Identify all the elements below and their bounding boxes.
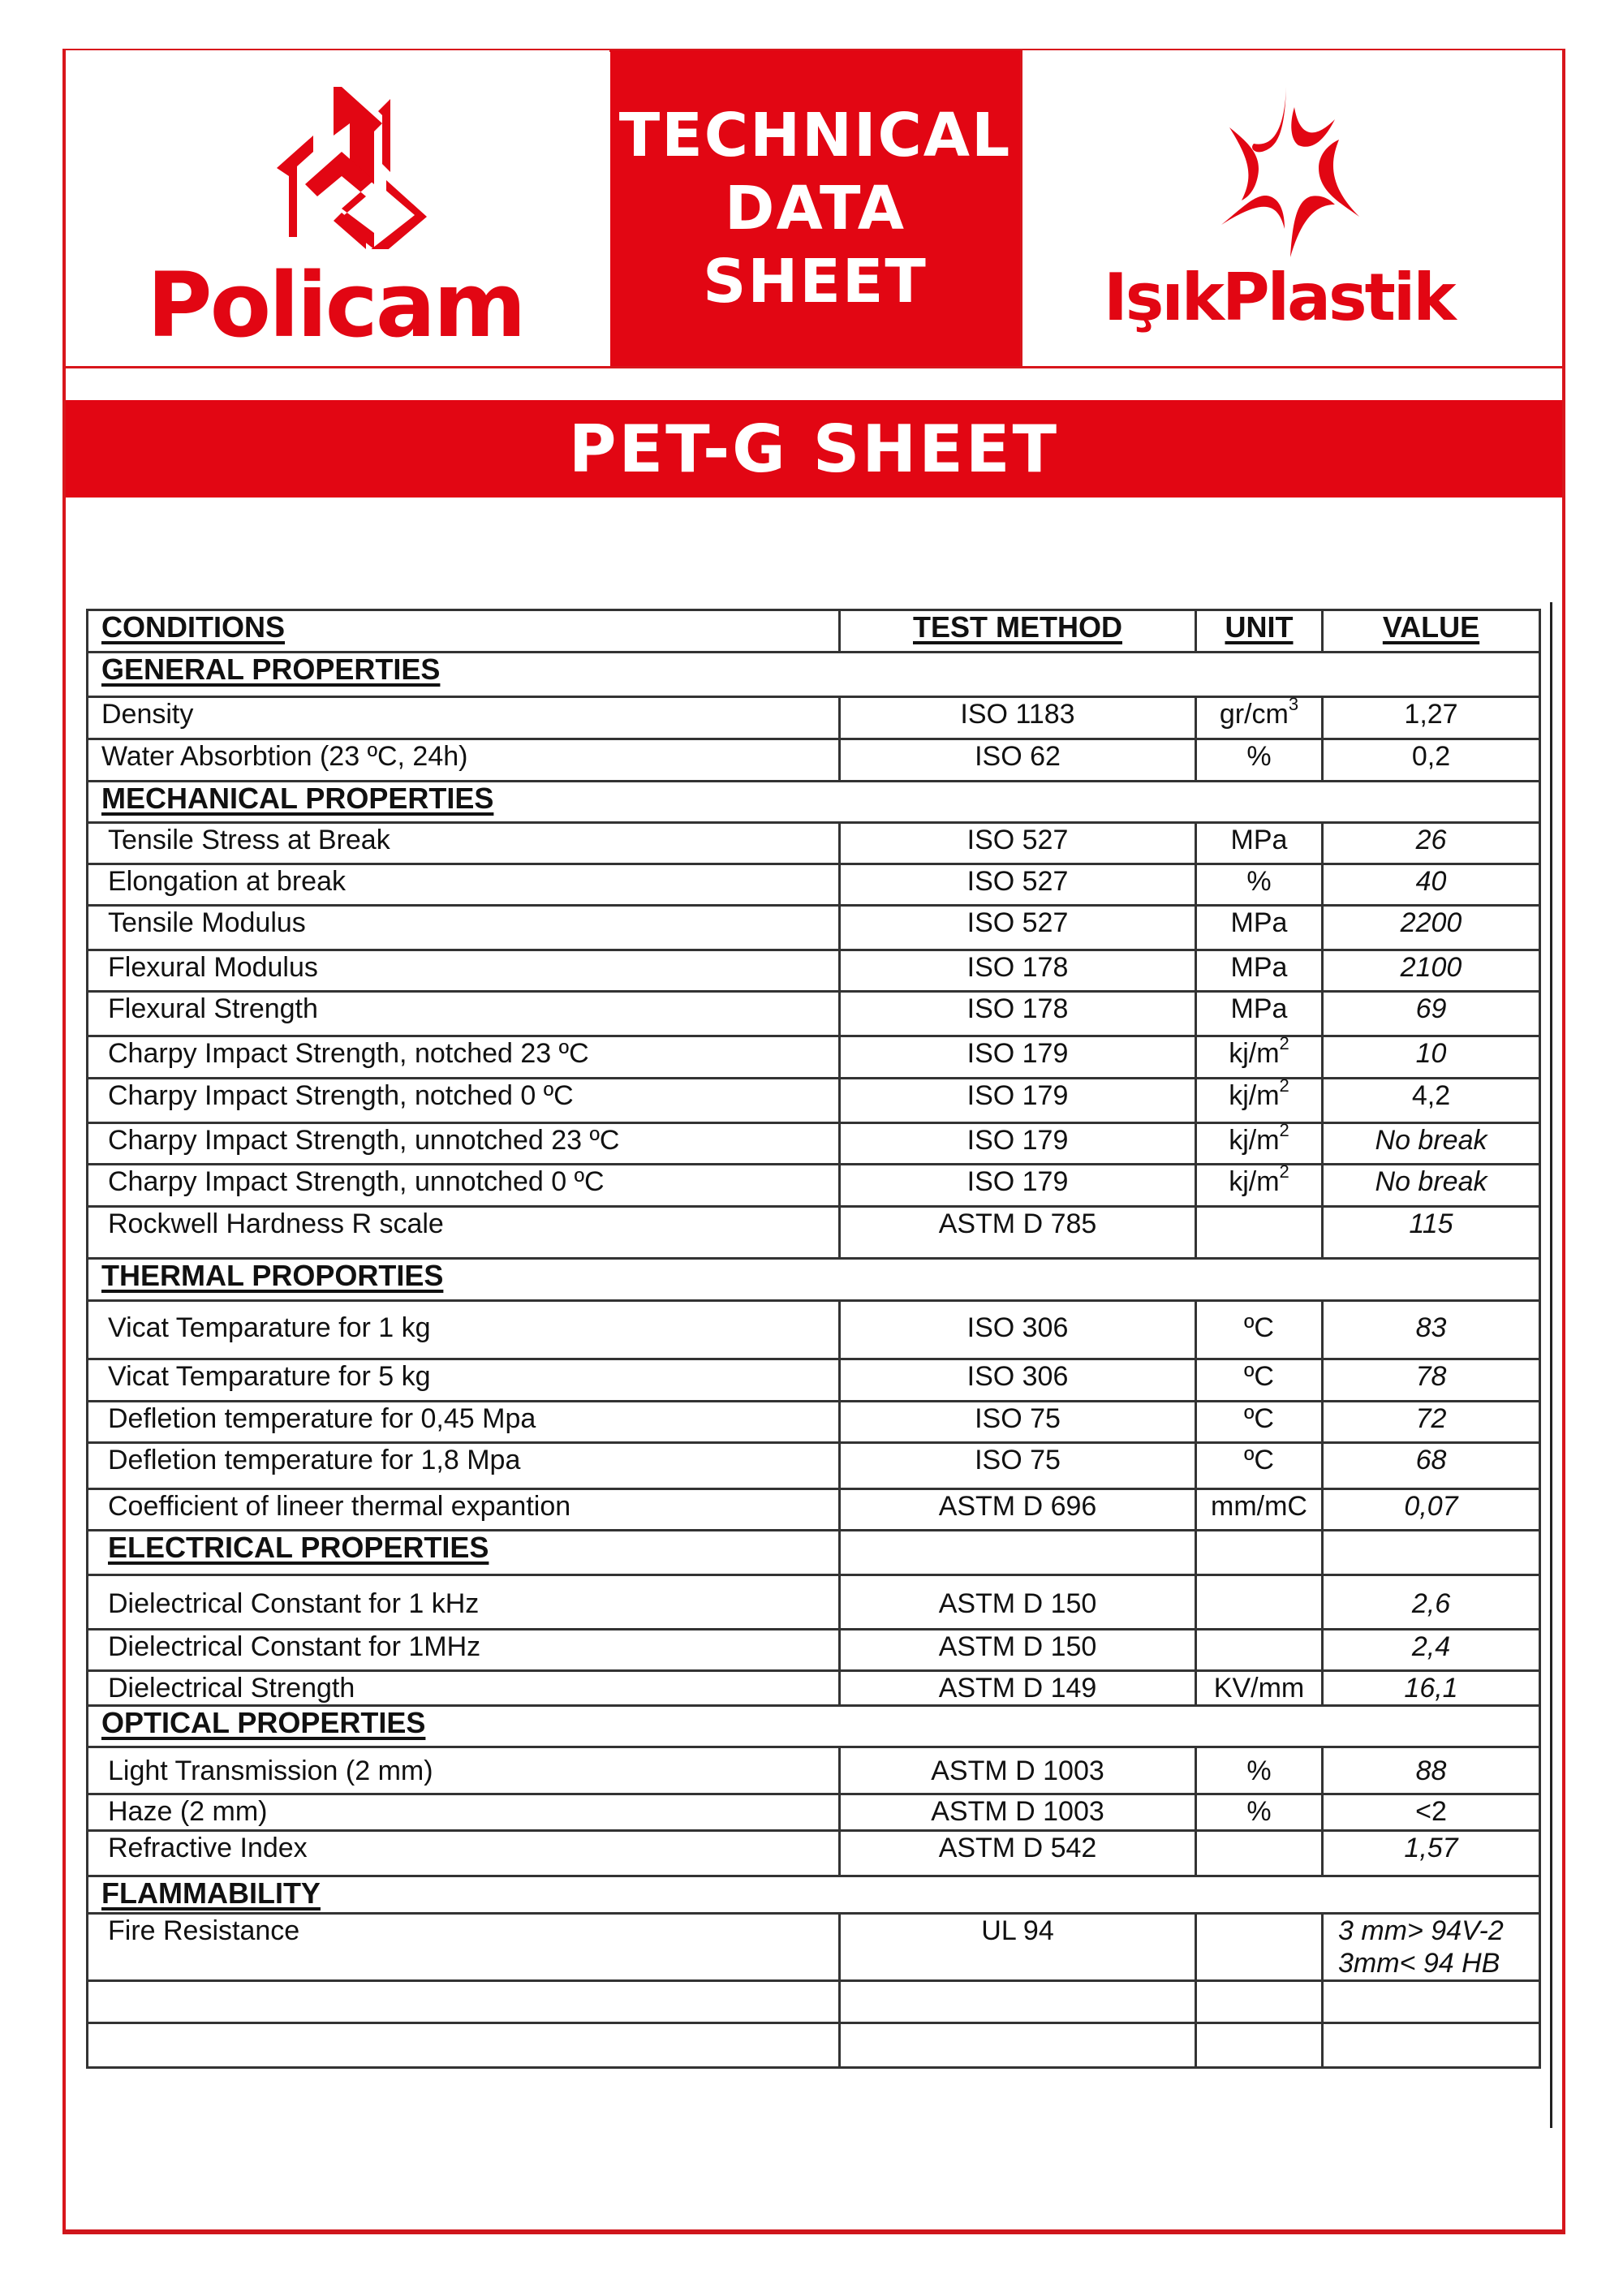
method-cell: ISO 179 [840, 1123, 1196, 1165]
method-cell: ISO 527 [840, 823, 1196, 864]
policam-wordmark: Policam [147, 253, 524, 357]
unit-cell: mm/mC [1196, 1489, 1323, 1531]
unit-cell [1196, 1207, 1323, 1259]
method-cell: ISO 178 [840, 992, 1196, 1036]
table-row [88, 1359, 1540, 1402]
table-row [88, 1914, 1540, 1981]
condition-cell: Rockwell Hardness R scale [88, 1207, 840, 1259]
section-row-mechanical [88, 782, 1540, 823]
table-row [88, 1165, 1540, 1207]
value-cell: 0,07 [1323, 1489, 1540, 1531]
section-title: OPTICAL PROPERTIES [88, 1706, 1540, 1747]
value-cell: 83 [1323, 1301, 1540, 1359]
unit-cell: MPa [1196, 823, 1323, 864]
condition-cell: Flexural Modulus [88, 950, 840, 992]
value-cell: <2 [1323, 1794, 1540, 1831]
value-cell: 1,27 [1323, 697, 1540, 739]
table-row [88, 1079, 1540, 1123]
method-cell: ISO 178 [840, 950, 1196, 992]
condition-cell: Haze (2 mm) [88, 1794, 840, 1831]
properties-table [86, 609, 1539, 2069]
value-cell: 3 mm> 94V-2 3mm< 94 HB [1323, 1914, 1540, 1981]
value-cell: 68 [1323, 1443, 1540, 1489]
table-row [88, 950, 1540, 992]
method-cell: ISO 306 [840, 1301, 1196, 1359]
condition-cell: Charpy Impact Strength, unnotched 0 ºC [88, 1165, 840, 1207]
method-cell: ISO 1183 [840, 697, 1196, 739]
unit-cell: % [1196, 739, 1323, 782]
section-title: THERMAL PROPORTIES [88, 1259, 1540, 1301]
condition-cell: Charpy Impact Strength, notched 0 ºC [88, 1079, 840, 1123]
unit-cell: % [1196, 1747, 1323, 1794]
empty-row [88, 2023, 1540, 2068]
method-cell: ISO 306 [840, 1359, 1196, 1402]
unit-cell: ºC [1196, 1402, 1323, 1443]
section-title: MECHANICAL PROPERTIES [88, 782, 1540, 823]
unit-cell: $kj/m^2$ [1196, 1036, 1323, 1079]
unit-cell: % [1196, 864, 1323, 906]
unit-cell: KV/mm [1196, 1671, 1323, 1706]
unit-cell [1196, 1575, 1323, 1630]
condition-cell: Fire Resistance [88, 1914, 840, 1981]
condition-cell: Flexural Strength [88, 992, 840, 1036]
unit-cell: % [1196, 1794, 1323, 1831]
condition-cell: Dielectrical Strength [88, 1671, 840, 1706]
method-cell: ISO 179 [840, 1165, 1196, 1207]
column-header-unit: UNIT [1196, 610, 1323, 653]
table-row [88, 1575, 1540, 1630]
method-cell: ISO 527 [840, 906, 1196, 950]
table-row [88, 1671, 1540, 1706]
table-header-row [88, 610, 1540, 653]
isikplastik-logo-panel [1020, 50, 1562, 366]
condition-cell: Vicat Temparature for 5 kg [88, 1359, 840, 1402]
condition-cell: Coefficient of lineer thermal expantion [88, 1489, 840, 1531]
method-cell: ISO 179 [840, 1036, 1196, 1079]
value-cell: 78 [1323, 1359, 1540, 1402]
unit-cell: $kj/m^2$ [1196, 1165, 1323, 1207]
value-cell: 16,1 [1323, 1671, 1540, 1706]
unit-cell: MPa [1196, 906, 1323, 950]
empty-row [88, 1981, 1540, 2023]
section-row-optical [88, 1706, 1540, 1747]
table-row [88, 1036, 1540, 1079]
method-cell: ASTM D 696 [840, 1489, 1196, 1531]
method-cell: UL 94 [840, 1914, 1196, 1981]
section-title: ELECTRICAL PROPERTIES [88, 1531, 840, 1575]
product-title-band [66, 400, 1562, 498]
value-cell: 2,6 [1323, 1575, 1540, 1630]
unit-cell: MPa [1196, 950, 1323, 992]
unit-cell: ºC [1196, 1301, 1323, 1359]
table-row [88, 1747, 1540, 1794]
table-row [88, 906, 1540, 950]
condition-cell: Dielectrical Constant for 1 kHz [88, 1575, 840, 1630]
table-row [88, 1831, 1540, 1876]
value-cell: 2200 [1323, 906, 1540, 950]
header-divider [62, 366, 1565, 368]
condition-cell: Charpy Impact Strength, notched 23 ºC [88, 1036, 840, 1079]
frame-bottom-edge [62, 2229, 1565, 2234]
unit-cell [1196, 1630, 1323, 1671]
value-cell: 88 [1323, 1747, 1540, 1794]
method-cell: ASTM D 1003 [840, 1747, 1196, 1794]
unit-cell: $kj/m^2$ [1196, 1123, 1323, 1165]
method-cell: ISO 75 [840, 1402, 1196, 1443]
value-cell: 69 [1323, 992, 1540, 1036]
section-row-general [88, 653, 1540, 697]
table-row [88, 1489, 1540, 1531]
condition-cell: Tensile Stress at Break [88, 823, 840, 864]
value-cell: No break [1323, 1123, 1540, 1165]
product-title: PET-G SHEET [568, 411, 1060, 487]
value-cell: 115 [1323, 1207, 1540, 1259]
table-row [88, 697, 1540, 739]
unit-cell [1196, 1831, 1323, 1876]
empty-cell [1323, 1531, 1540, 1575]
unit-cell: MPa [1196, 992, 1323, 1036]
table-row [88, 823, 1540, 864]
value-cell: 26 [1323, 823, 1540, 864]
condition-cell: Tensile Modulus [88, 906, 840, 950]
table-row [88, 1630, 1540, 1671]
method-cell: ASTM D 149 [840, 1671, 1196, 1706]
isikplastik-star-icon [1205, 87, 1367, 257]
table-row [88, 1794, 1540, 1831]
table-row [88, 1207, 1540, 1259]
column-header-value: VALUE [1323, 610, 1540, 653]
condition-cell: Defletion temperature for 1,8 Mpa [88, 1443, 840, 1489]
section-title: FLAMMABILITY [88, 1876, 1540, 1914]
isikplastik-wordmark: IşıkPlastik [1104, 260, 1454, 335]
condition-cell: Vicat Temparature for 1 kg [88, 1301, 840, 1359]
column-header-conditions: CONDITIONS [88, 610, 840, 653]
unit-cell: $kj/m^2$ [1196, 1079, 1323, 1123]
title-line-1: TECHNICAL [618, 100, 1012, 170]
value-cell: 72 [1323, 1402, 1540, 1443]
section-row-electrical [88, 1531, 1540, 1575]
value-cell: 4,2 [1323, 1079, 1540, 1123]
unit-cell: $gr/cm^3$ [1196, 697, 1323, 739]
method-cell: ASTM D 1003 [840, 1794, 1196, 1831]
empty-cell [840, 1531, 1196, 1575]
condition-cell: Charpy Impact Strength, unnotched 23 ºC [88, 1123, 840, 1165]
value-cell: 2,4 [1323, 1630, 1540, 1671]
unit-cell [1196, 1914, 1323, 1981]
value-cell: No break [1323, 1165, 1540, 1207]
method-cell: ISO 179 [840, 1079, 1196, 1123]
empty-cell [1196, 1531, 1323, 1575]
table-row [88, 1443, 1540, 1489]
method-cell: ISO 62 [840, 739, 1196, 782]
method-cell: ASTM D 150 [840, 1575, 1196, 1630]
table-row [88, 1123, 1540, 1165]
method-cell: ASTM D 785 [840, 1207, 1196, 1259]
document-type-block [610, 50, 1020, 366]
method-cell: ISO 75 [840, 1443, 1196, 1489]
value-cell: 40 [1323, 864, 1540, 906]
table-row [88, 992, 1540, 1036]
condition-cell: Dielectrical Constant for 1MHz [88, 1630, 840, 1671]
method-cell: ISO 527 [840, 864, 1196, 906]
unit-cell: ºC [1196, 1359, 1323, 1402]
value-cell: 0,2 [1323, 739, 1540, 782]
table-row [88, 864, 1540, 906]
section-title: GENERAL PROPERTIES [88, 653, 1540, 697]
section-row-flammability [88, 1876, 1540, 1914]
condition-cell: Water Absorbtion (23 ºC, 24h) [88, 739, 840, 782]
method-cell: ASTM D 542 [840, 1831, 1196, 1876]
value-cell: 1,57 [1323, 1831, 1540, 1876]
method-cell: ASTM D 150 [840, 1630, 1196, 1671]
policam-logo-panel [66, 50, 609, 366]
title-line-3: SHEET [703, 246, 928, 317]
value-cell: 2100 [1323, 950, 1540, 992]
condition-cell: Elongation at break [88, 864, 840, 906]
condition-cell: Density [88, 697, 840, 739]
condition-cell: Defletion temperature for 0,45 Mpa [88, 1402, 840, 1443]
column-header-test-method: TEST METHOD [840, 610, 1196, 653]
right-margin-rule [1550, 602, 1552, 2128]
condition-cell: Light Transmission (2 mm) [88, 1747, 840, 1794]
section-row-thermal [88, 1259, 1540, 1301]
table-row [88, 1402, 1540, 1443]
unit-cell: ºC [1196, 1443, 1323, 1489]
condition-cell: Refractive Index [88, 1831, 840, 1876]
title-line-2: DATA [725, 173, 906, 243]
table-row [88, 739, 1540, 782]
policam-star-icon [252, 87, 431, 249]
value-cell: 10 [1323, 1036, 1540, 1079]
table-row [88, 1301, 1540, 1359]
